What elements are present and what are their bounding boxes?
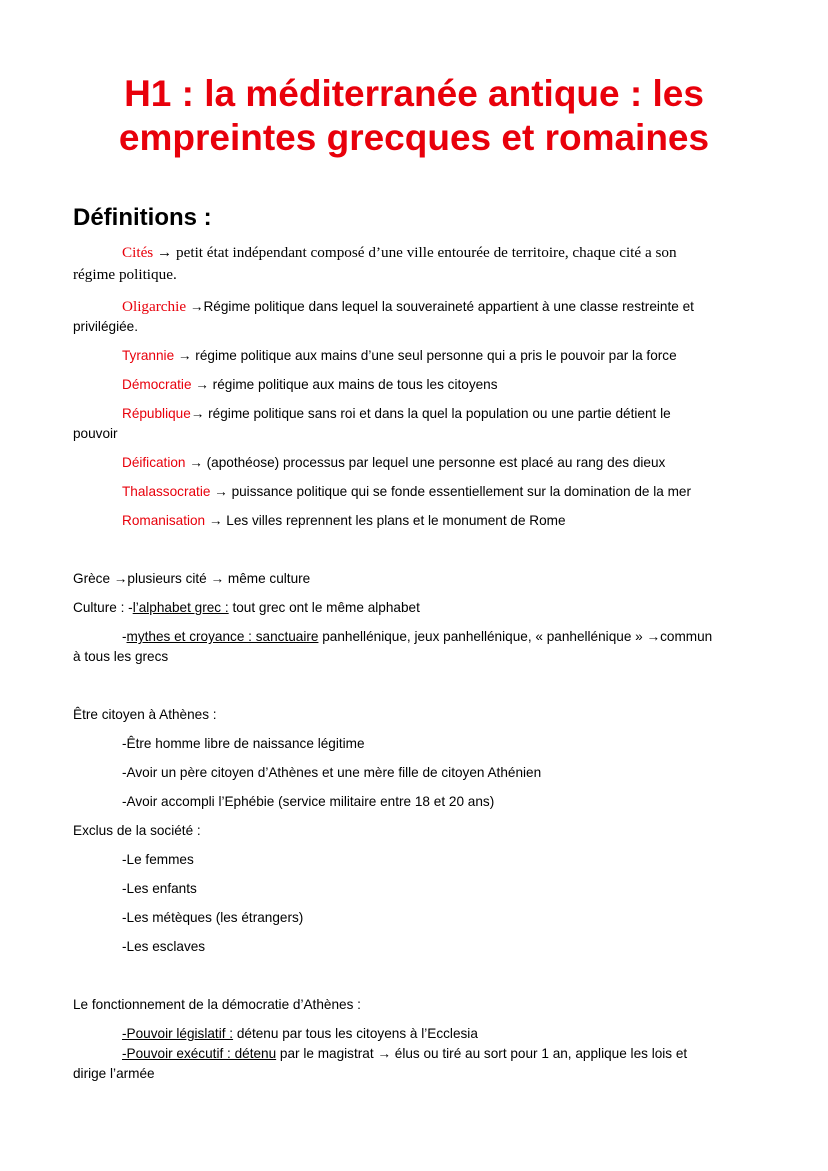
pouvoir-executif-label: -Pouvoir exécutif : détenu — [122, 1046, 277, 1061]
arrow: → — [186, 299, 204, 314]
term: Cités — [122, 244, 154, 261]
definition-text: régime politique aux mains de tous les citoyens — [212, 377, 498, 392]
definition-republique — [122, 404, 762, 424]
definition-deification — [122, 453, 762, 473]
definition-continuation: privilégiée. — [73, 319, 138, 334]
democratie-heading: Le fonctionnement de la démocratie d’Athènes : — [73, 997, 361, 1012]
definition-cites — [122, 243, 762, 263]
definition-romanisation — [122, 511, 762, 531]
term: Thalassocratie — [122, 484, 211, 499]
definition-text: régime politique aux mains d’une seul personne qui a pris le pouvoir par la force — [195, 348, 677, 363]
term: Déification — [122, 455, 186, 470]
culture-line — [73, 598, 763, 618]
grece-line: Grèce →plusieurs cité → même culture — [73, 571, 311, 586]
arrow: → — [205, 513, 227, 528]
definitions-heading: Définitions : — [73, 204, 212, 231]
myth-rest: panhellénique, jeux panhellénique, « panhellénique » →commun — [318, 629, 713, 644]
arrow: → — [185, 455, 207, 470]
definition-text: Les villes reprennent les plans et le monument de Rome — [226, 513, 566, 528]
definition-oligarchie — [122, 297, 762, 317]
culture-underlined: l’alphabet grec : — [132, 600, 229, 615]
myth-dash: - — [122, 629, 127, 644]
definition-tyrannie — [122, 346, 762, 366]
myth-underlined: mythes et croyance : sanctuaire — [126, 629, 319, 644]
pouvoir-executif-continuation: dirige l’armée — [73, 1066, 155, 1081]
pouvoir-executif — [122, 1044, 762, 1064]
definition-continuation: pouvoir — [73, 426, 118, 441]
definition-text: Régime politique dans lequel la souveraineté appartient à une classe restreinte et — [203, 299, 694, 314]
list-item: -Avoir accompli l’Ephébie (service militaire entre 18 et 20 ans) — [122, 794, 495, 809]
term: Démocratie — [122, 377, 192, 392]
arrow: → — [190, 406, 209, 421]
list-item: -Les esclaves — [122, 939, 206, 954]
pouvoir-legislatif-label: -Pouvoir législatif : — [122, 1026, 234, 1041]
definition-democratie — [122, 375, 762, 395]
arrow: → — [191, 377, 213, 392]
title-line-1: H1 : la méditerranée antique : les — [124, 73, 704, 114]
page-title — [0, 72, 828, 160]
definition-text: puissance politique qui se fonde essentiellement sur la domination de la mer — [231, 484, 692, 499]
arrow: → — [210, 484, 232, 499]
culture-prefix: Culture : - — [73, 600, 133, 615]
pouvoir-legislatif — [122, 1024, 762, 1044]
citoyen-heading: Être citoyen à Athènes : — [73, 707, 217, 722]
term: Tyrannie — [122, 348, 175, 363]
pouvoir-legislatif-text: détenu par tous les citoyens à l’Ecclesia — [233, 1026, 478, 1041]
list-item: -Le femmes — [122, 852, 194, 867]
list-item: -Avoir un père citoyen d’Athènes et une mère fille de citoyen Athénien — [122, 765, 542, 780]
exclus-heading: Exclus de la société : — [73, 823, 201, 838]
arrow: → — [174, 348, 196, 363]
definition-continuation: régime politique. — [73, 266, 177, 283]
definition-thalassocratie — [122, 482, 762, 502]
definition-text: (apothéose) processus par lequel une personne est placé au rang des dieux — [206, 455, 666, 470]
term: Oligarchie — [122, 298, 187, 315]
list-item: -Les enfants — [122, 881, 197, 896]
list-item: -Les métèques (les étrangers) — [122, 910, 304, 925]
arrow: → — [153, 244, 177, 261]
term: Romanisation — [122, 513, 206, 528]
title-line-2: empreintes grecques et romaines — [118, 117, 710, 158]
list-item: -Être homme libre de naissance légitime — [122, 736, 365, 751]
culture-rest: tout grec ont le même alphabet — [228, 600, 420, 615]
term: République — [122, 406, 191, 421]
definition-text: petit état indépendant composé d’une ville entourée de territoire, chaque cité a son — [176, 244, 677, 261]
pouvoir-executif-text: par le magistrat → élus ou tiré au sort pour 1 an, applique les lois et — [276, 1046, 688, 1061]
myth-continuation: à tous les grecs — [73, 649, 169, 664]
definition-text: régime politique sans roi et dans la quel la population ou une partie détient le — [208, 406, 671, 421]
myth-line — [122, 627, 762, 647]
